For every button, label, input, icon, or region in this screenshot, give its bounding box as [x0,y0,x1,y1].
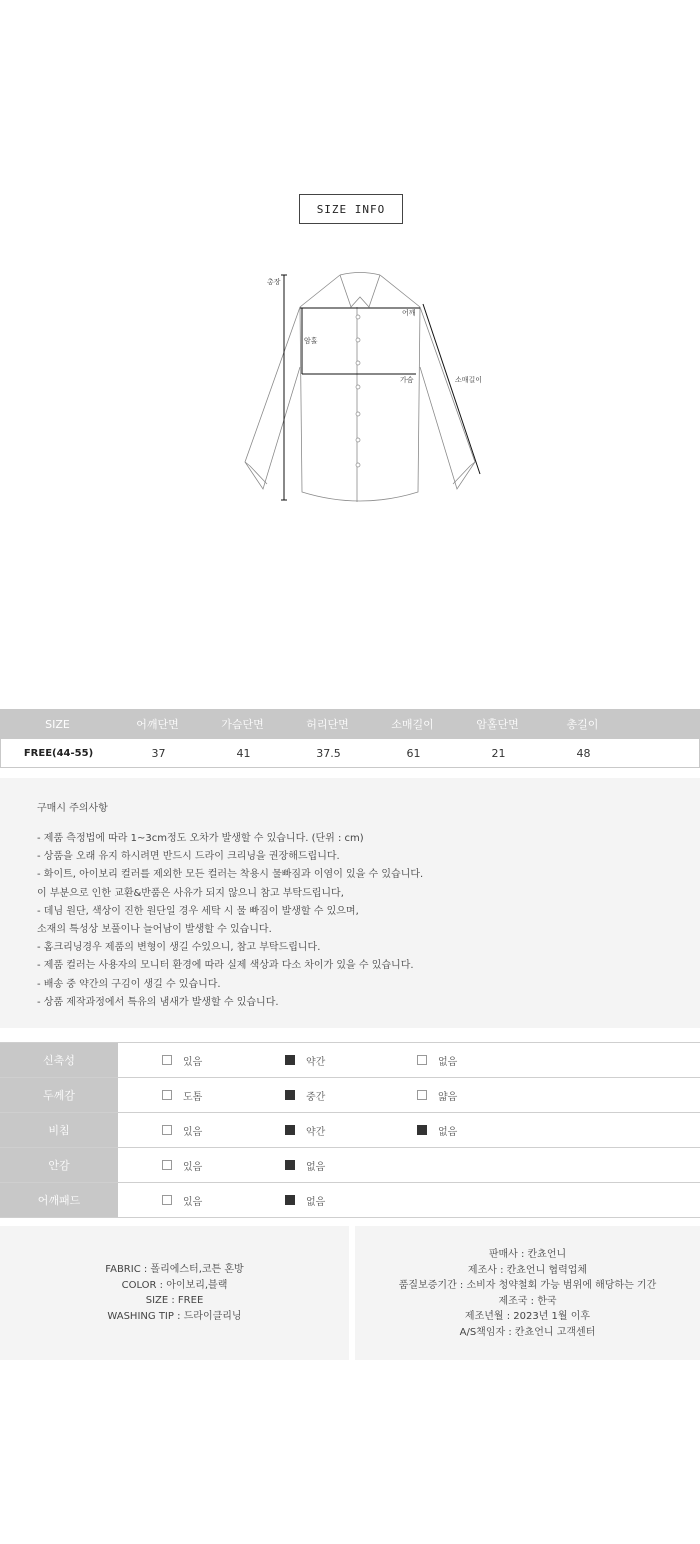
armhole-cell: 21 [491,746,506,760]
chest-col-header: 가슴단면 [221,718,264,731]
notice-line: - 화이트, 아이보리 컬러를 제외한 모든 컬러는 착용시 물빠짐과 이염이 있을 수 있습니다. [37,869,424,881]
sleeve-cell: 61 [406,746,421,760]
checkbox-unchecked [162,1090,172,1100]
attr-row-shoulder-pad [0,1183,700,1218]
notice-line: 소재의 특성상 보풀이나 늘어남이 발생할 수 있습니다. [37,924,272,936]
size-table-header [0,709,700,739]
notice-line: - 데님 원단, 색상이 진한 원단일 경우 세탁 시 물 빠짐이 발생할 수 있으며, [37,905,359,917]
attr-row-lining [0,1148,700,1183]
checkbox-checked [285,1090,295,1100]
attr-option: 약간 [285,1043,325,1077]
attr-option: 중간 [285,1078,325,1112]
product-info-line: FABRIC : 폴리에스터,코튼 혼방 [105,1264,244,1275]
checkbox-unchecked [162,1195,172,1205]
checkbox-checked [285,1195,295,1205]
label-chest: 가슴 [400,376,414,384]
seller-info-line: 판매사 : 칸쵸언니 [488,1249,567,1260]
fabric-attribute-table [0,1042,700,1218]
size-table [0,709,700,768]
label-shoulder: 어깨 [402,309,416,317]
attr-option: 없음 [417,1113,457,1147]
seller-info-line: 제조사 : 칸쵸언니 협력업체 [467,1264,588,1276]
attr-option: 도톰 [162,1078,202,1112]
shoulder-col-header: 어깨단면 [136,718,179,731]
attr-option: 얇음 [417,1078,457,1112]
checkbox-checked [285,1125,295,1135]
attr-row-thickness [0,1078,700,1113]
checkbox-unchecked [162,1055,172,1065]
checkbox-checked [417,1125,427,1135]
attr-label: 어깨패드 [0,1183,118,1217]
notice-list [37,830,423,1012]
seller-info-line: 제조국 : 한국 [498,1295,557,1307]
attr-option: 있음 [162,1148,202,1182]
seller-info-line: A/S책임자 : 칸쵸언니 고객센터 [459,1326,596,1338]
seller-info-line: 제조년월 : 2023년 1월 이후 [464,1311,591,1322]
waist-col-header: 허리단면 [306,718,349,731]
attr-option: 없음 [285,1183,325,1217]
seller-info-list [355,1247,700,1340]
label-total-length: 총장 [267,278,281,286]
attr-label: 신축성 [0,1043,118,1077]
checkbox-unchecked [162,1125,172,1135]
total-length-col-header: 총길이 [566,718,599,731]
product-info-line: SIZE : FREE [145,1295,204,1306]
notice-title: 구매시 주의사항 [37,803,108,814]
notice-line: - 상품 제작과정에서 특유의 냄새가 발생할 수 있습니다. [37,996,279,1008]
product-info-list [0,1262,349,1324]
notice-line: - 배송 중 약간의 구김이 생길 수 있습니다. [37,978,221,990]
shoulder-cell: 37 [151,746,166,760]
notice-line: - 상품을 오래 유지 하시려면 반드시 드라이 크리닝을 권장해드립니다. [37,851,340,863]
checkbox-unchecked [162,1160,172,1170]
checkbox-unchecked [417,1055,427,1065]
size-cell: FREE(44-55) [23,747,94,759]
notice-line: - 홈크리닝경우 제품의 변형이 생길 수있으니, 참고 부탁드립니다. [37,942,321,954]
checkbox-checked [285,1160,295,1170]
attr-option: 있음 [162,1113,202,1147]
total-length-cell: 48 [576,746,591,760]
purchase-notice [0,778,700,1028]
sleeve-col-header: 소매길이 [391,718,434,731]
attr-option: 없음 [417,1043,457,1077]
shirt-diagram-svg [230,262,490,512]
label-sleeve: 소매길이 [455,376,483,384]
attr-option: 있음 [162,1043,202,1077]
shirt-size-diagram [230,262,490,512]
attr-option: 없음 [285,1148,325,1182]
checkbox-checked [285,1055,295,1065]
attr-option: 약간 [285,1113,325,1147]
seller-info-line: 품질보증기간 : 소비자 청약철회 가능 범위에 해당하는 기간 [398,1280,657,1291]
attr-label: 비침 [0,1113,118,1147]
seller-info-panel [355,1226,700,1360]
notice-line: - 제품 컬러는 사용자의 모니터 환경에 따라 실제 색상과 다소 차이가 있을 수 있습니다. [37,960,414,972]
chest-cell: 41 [236,746,251,760]
notice-line: 이 부분으로 인한 교환&반품은 사유가 되지 않으니 참고 부탁드립니다, [37,887,344,899]
waist-cell: 37.5 [316,746,341,760]
attr-label: 두께감 [0,1078,118,1112]
product-info-panel [0,1226,349,1360]
size-col-header: SIZE [45,717,70,731]
size-info-title: SIZE INFO [299,194,403,224]
notice-line: - 제품 측정법에 따라 1~3cm정도 오차가 발생할 수 있습니다. (단위 : cm) [37,833,364,844]
checkbox-unchecked [417,1090,427,1100]
attr-row-sheerness [0,1113,700,1148]
attr-label: 안감 [0,1148,118,1182]
label-armhole: 암홀 [304,337,318,345]
armhole-col-header: 암홀단면 [476,718,519,731]
attr-row-stretch [0,1043,700,1078]
attr-option: 있음 [162,1183,202,1217]
product-info-line: WASHING TIP : 드라이클리닝 [107,1310,242,1322]
table-row [0,739,700,768]
product-info-line: COLOR : 아이보리,블랙 [121,1279,228,1291]
